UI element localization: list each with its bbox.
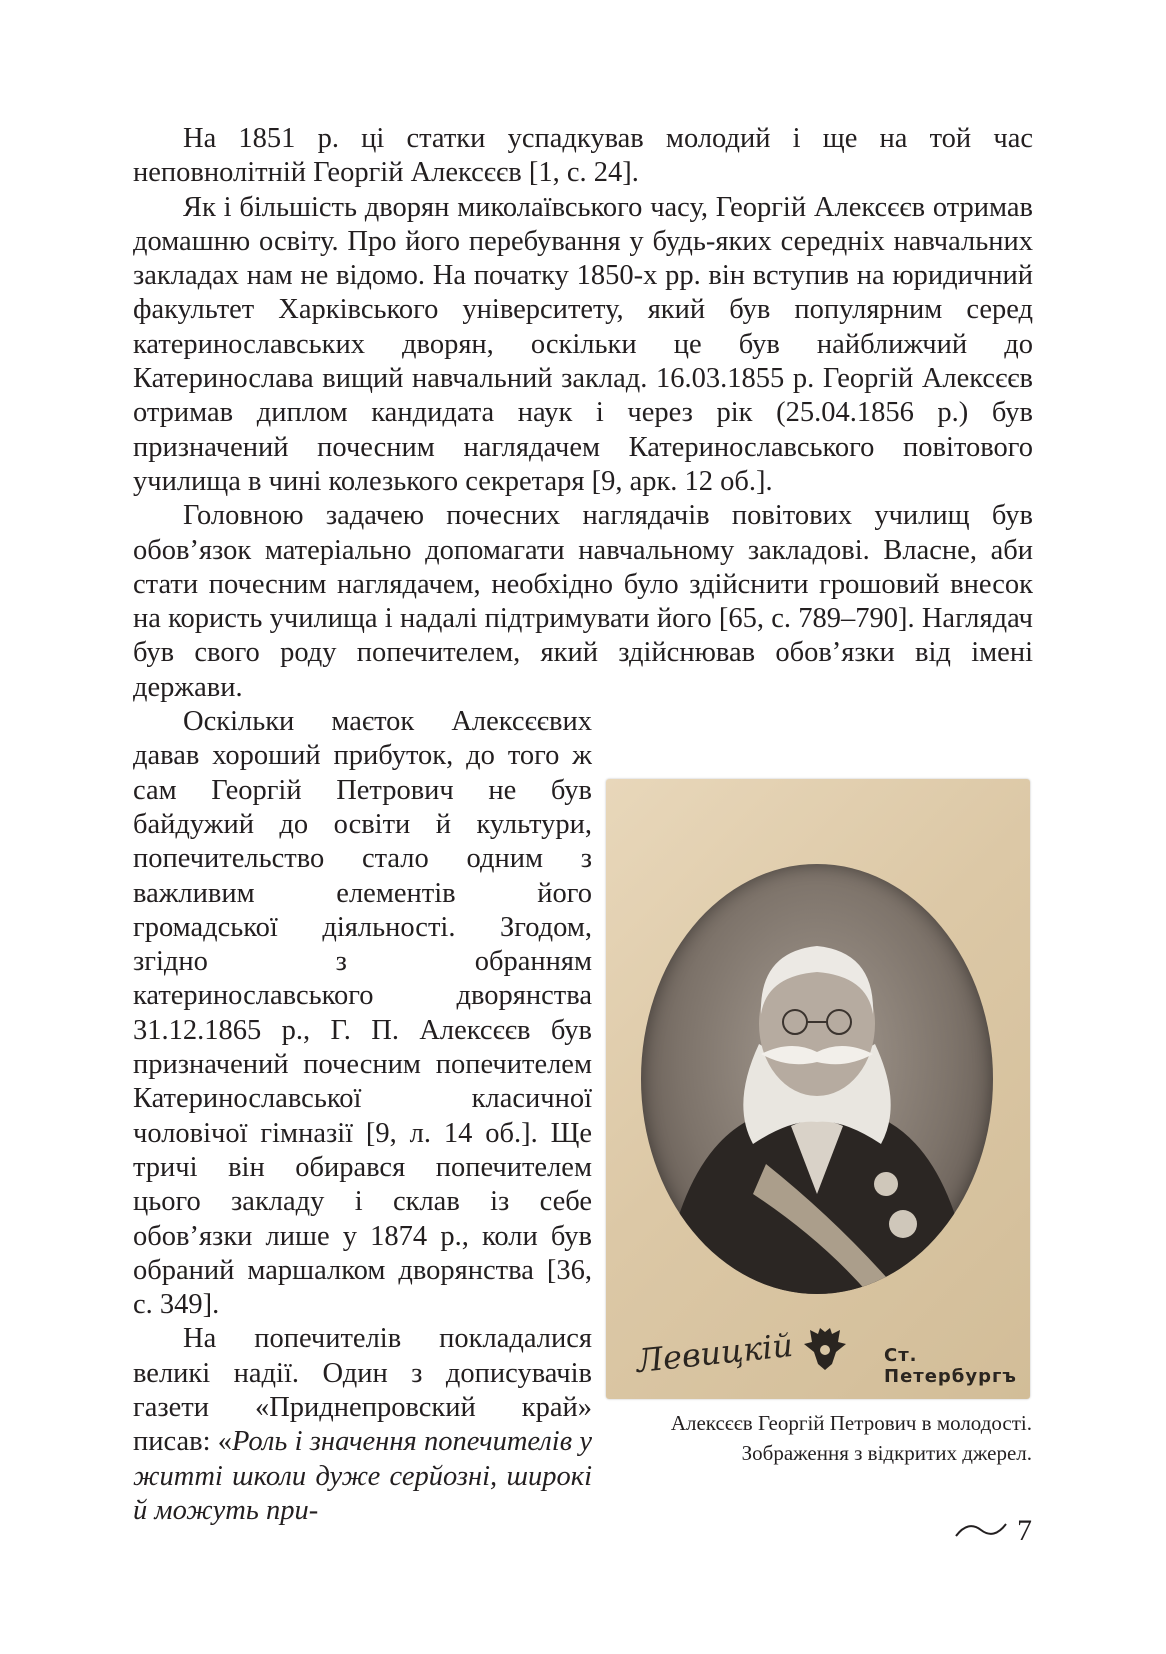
photo-studio-signature: Левицкій	[634, 1325, 795, 1381]
paragraph-4-text: Оскільки маєток Алексєєвих давав хороший прибуток, до того ж сам Георгій Петрович не був байдужий до освіти й культури, попечительство стало одним з важливим елементів його громадської діяльності. Згодом, згідно з обранням катеринославського дворянства 31.12.1865 р., Г. П. Алексєєв був призначений почесним попечителем Катеринославської класичної чоловічої гімназії [9, л. 14 об.]. Ще тричі він обирався попечителем цього закладу і склав із себе обов’язки лише у 1874 р., коли був обраний маршалком дворянства [36, с. 349].	[133, 706, 592, 1321]
page-ornament-icon	[954, 1518, 1008, 1542]
portrait-oval	[641, 864, 993, 1294]
paragraph-2: Як і більшість дворян миколаївського часу, Георгій Алексєєв отримав домашню освіту. Про його перебування у будь-яких середніх навчальних закладах нам не відомо. На початку 1850-х рр. він вступив на юридичний факультет Харківського університету, який був популярним серед катеринославських дворян, оскільки це був найближчий до Катеринослава вищий навчальний заклад. 16.03.1855 р. Георгій Алексєєв отримав диплом кандидата наук і через рік (25.04.1856 р.) був призначений почесним наглядачем Катеринославського повітового училища в чині колезького секретаря [9, арк. 12 об.].	[133, 191, 1033, 497]
quote-text: Роль і значення попечителів у житті школи дуже серйозні, широкі й можуть при-	[133, 1426, 592, 1526]
photo-city-label: Ст. Петербургъ	[884, 1345, 1017, 1387]
figure-caption	[606, 1408, 1032, 1468]
caption-line-1: Алексєєв Георгій Петрович в молодості.	[670, 1411, 1032, 1435]
portrait-image	[641, 864, 993, 1294]
caption-line-2: Зображення з відкритих джерел.	[741, 1441, 1032, 1465]
page-number: 7	[1017, 1514, 1032, 1547]
paragraph-3: Головною задачею почесних наглядачів повітових училищ був обов’язок матеріально допомагати навчальному закладові. Власне, аби стати почесним наглядачем, необхідно було здійснити грошовий внесок на користь училища і надалі підтримувати його [65, с. 789–790]. Наглядач був свого роду попечителем, який здійснював обов’язки від імені держави.	[133, 500, 1033, 703]
portrait-photo-card	[606, 779, 1030, 1399]
paragraph-5-text: На попечителів покладалися великі надії. Один з дописувачів газети «Приднепровский край» писав: «	[133, 1323, 592, 1458]
paragraph-1: На 1851 р. ці статки успадкував молодий і ще на той час неповнолітній Георгій Алексєєв [1, с. 24].	[133, 123, 1033, 189]
double-headed-eagle-icon	[802, 1324, 848, 1374]
